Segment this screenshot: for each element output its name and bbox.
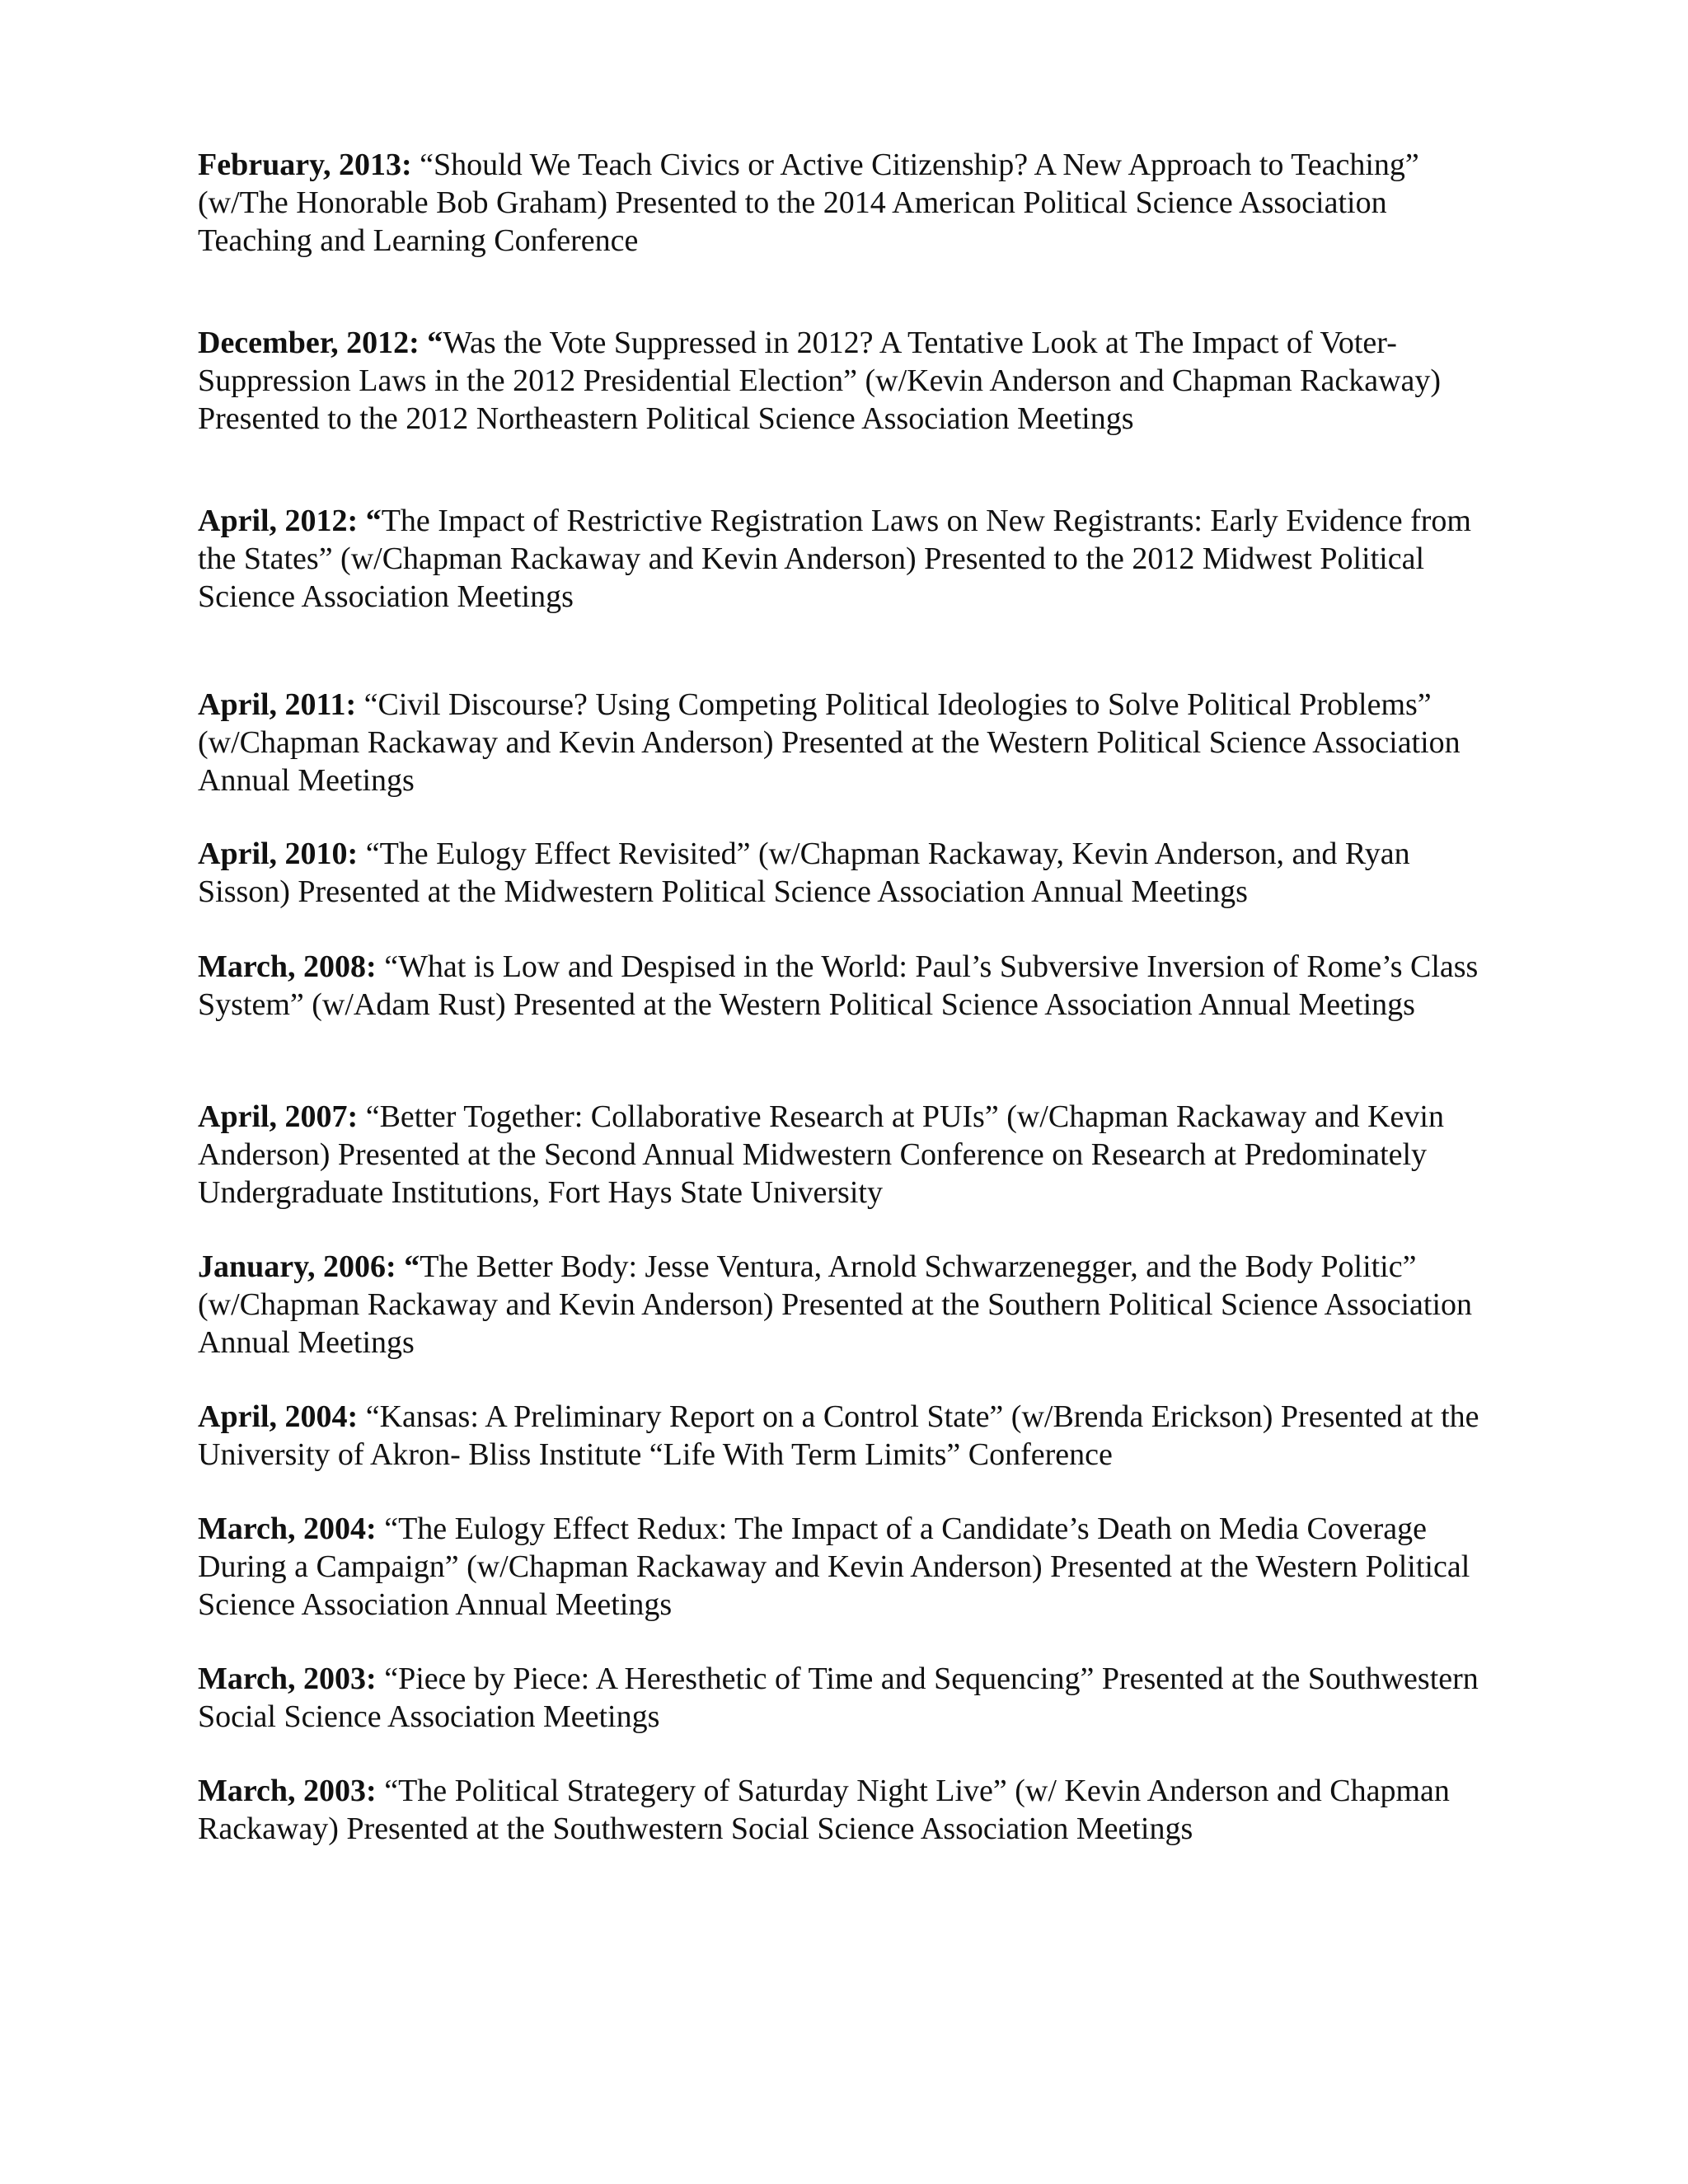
presentation-entry	[198, 686, 1500, 799]
entry-date: December, 2012: “	[198, 326, 443, 360]
entry-date: March, 2003:	[198, 1774, 377, 1808]
entry-text: “Should We Teach Civics or Active Citizenship? A New Approach to Teaching” (w/The Honorable Bob Graham) Presented to the 2014 American Political Science Association Teaching and Learning Conference	[198, 148, 1419, 258]
presentation-entry	[198, 835, 1500, 911]
entry-date: April, 2011:	[198, 687, 357, 722]
presentation-entry	[198, 1772, 1500, 1848]
presentation-entry	[198, 324, 1500, 438]
entry-text: “Kansas: A Preliminary Report on a Control State” (w/Brenda Erickson) Presented at the University of Akron- Bliss Institute “Life With Term Limits” Conference	[198, 1399, 1479, 1472]
entry-date: March, 2004:	[198, 1511, 377, 1546]
presentation-entry	[198, 948, 1500, 1024]
entry-date: April, 2004:	[198, 1399, 359, 1434]
presentation-entry	[198, 146, 1500, 260]
entry-text: “The Political Strategery of Saturday Night Live” (w/ Kevin Anderson and Chapman Rackaway) Presented at the Southwestern Social Science Association Meetings	[198, 1774, 1450, 1846]
entry-date: March, 2008:	[198, 949, 377, 984]
presentation-entry	[198, 1098, 1500, 1212]
entry-text: “The Eulogy Effect Redux: The Impact of a Candidate’s Death on Media Coverage During a Campaign” (w/Chapman Rackaway and Kevin Anderson) Presented at the Western Political Science Association Annual Meetings	[198, 1511, 1470, 1622]
entry-text: “Better Together: Collaborative Research at PUIs” (w/Chapman Rackaway and Kevin Anderson) Presented at the Second Annual Midwestern Conference on Research at Predominately Undergraduate Institutions, Fort Hays State University	[198, 1099, 1444, 1210]
entry-date: April, 2012: “	[198, 504, 382, 538]
presentation-entry	[198, 1510, 1500, 1624]
presentation-entry	[198, 502, 1500, 616]
entry-text: The Better Body: Jesse Ventura, Arnold Schwarzenegger, and the Body Politic” (w/Chapman Rackaway and Kevin Anderson) Presented at the Southern Political Science Association Annual Meetings	[198, 1249, 1473, 1360]
entry-date: March, 2003:	[198, 1661, 377, 1696]
entry-date: February, 2013:	[198, 148, 412, 182]
entry-text: Was the Vote Suppressed in 2012? A Tentative Look at The Impact of Voter-Suppression Laws in the 2012 Presidential Election” (w/Kevin Anderson and Chapman Rackaway) Presented to the 2012 Northeastern Political Science Association Meetings	[198, 326, 1442, 436]
presentation-entry	[198, 1248, 1500, 1361]
entry-text: “Civil Discourse? Using Competing Political Ideologies to Solve Political Problems” (w/Chapman Rackaway and Kevin Anderson) Presented at the Western Political Science Association Annual Meetings	[198, 687, 1461, 798]
presentation-entry	[198, 1398, 1500, 1474]
entry-text: “The Eulogy Effect Revisited” (w/Chapman Rackaway, Kevin Anderson, and Ryan Sisson) Presented at the Midwestern Political Science Association Annual Meetings	[198, 837, 1410, 909]
entry-text: “Piece by Piece: A Heresthetic of Time and Sequencing” Presented at the Southwestern Social Science Association Meetings	[198, 1661, 1479, 1734]
entry-date: April, 2010:	[198, 837, 359, 871]
presentation-entry	[198, 1660, 1500, 1736]
entry-text: The Impact of Restrictive Registration Laws on New Registrants: Early Evidence from the States” (w/Chapman Rackaway and Kevin Anderson) Presented to the 2012 Midwest Political Science Association Meetings	[198, 504, 1471, 614]
entry-date: April, 2007:	[198, 1099, 359, 1134]
entry-date: January, 2006: “	[198, 1249, 420, 1284]
entry-text: “What is Low and Despised in the World: Paul’s Subversive Inversion of Rome’s Class System” (w/Adam Rust) Presented at the Western Political Science Association Annual Meetings	[198, 949, 1479, 1022]
